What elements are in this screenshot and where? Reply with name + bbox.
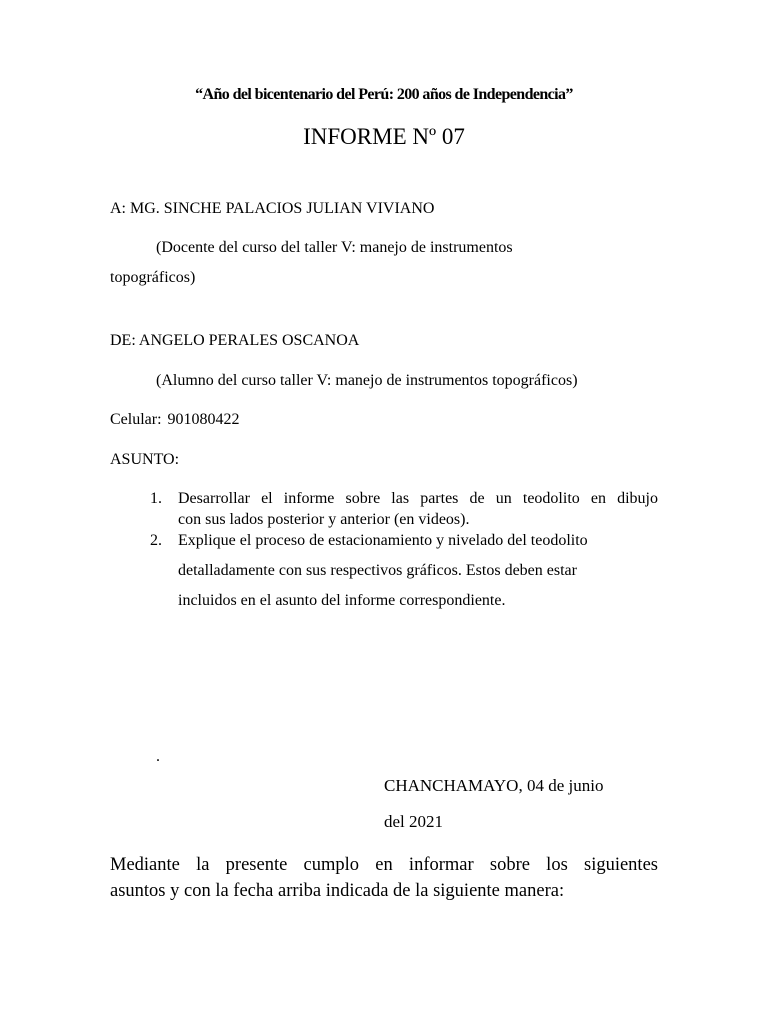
recipient-line: A: MG. SINCHE PALACIOS JULIAN VIVIANO — [110, 200, 435, 217]
list-item-line: Explique el proceso de estacionamiento y nivelado del teodolito — [178, 532, 588, 549]
list-item-number: 1. — [150, 490, 162, 507]
recipient-role-line-1: (Docente del curso del taller V: manejo de instrumentos — [156, 239, 513, 256]
place-date-line: CHANCHAMAYO, 04 de junio — [384, 776, 604, 795]
subject-label: ASUNTO: — [110, 451, 180, 468]
list-item-line: detalladamente con sus respectivos gráficos. Estos deben estar — [178, 562, 577, 579]
body-line-2: asuntos y con la fecha arriba indicada de la siguiente manera: — [110, 881, 565, 901]
stray-dot: . — [156, 748, 160, 765]
list-item-line: Desarrollar el informe sobre las partes de un teodolito en dibujo — [178, 490, 658, 507]
date-year-line: del 2021 — [384, 812, 444, 831]
list-item-number: 2. — [150, 532, 162, 549]
phone-label: Celular: — [110, 411, 162, 428]
page-motto: “Año del bicentenario del Perú: 200 años de Independencia” — [195, 86, 573, 103]
sender-role: (Alumno del curso taller V: manejo de instrumentos topográficos) — [156, 372, 578, 389]
sender-line: DE: ANGELO PERALES OSCANOA — [110, 332, 360, 349]
recipient-role-line-2: topográficos) — [110, 269, 196, 286]
subject-list — [150, 488, 658, 616]
phone-line — [110, 411, 240, 429]
body-line-1: Mediante la presente cumplo en informar sobre los siguientes — [110, 855, 658, 875]
list-item — [150, 488, 658, 530]
list-item — [150, 526, 658, 616]
phone-number: 901080422 — [167, 411, 240, 428]
body-paragraph — [110, 852, 658, 904]
list-item-line: incluidos en el asunto del informe correspondiente. — [178, 592, 506, 609]
page-title: INFORME Nº 07 — [303, 124, 465, 149]
list-item-line: con sus lados posterior y anterior (en videos). — [178, 511, 470, 528]
